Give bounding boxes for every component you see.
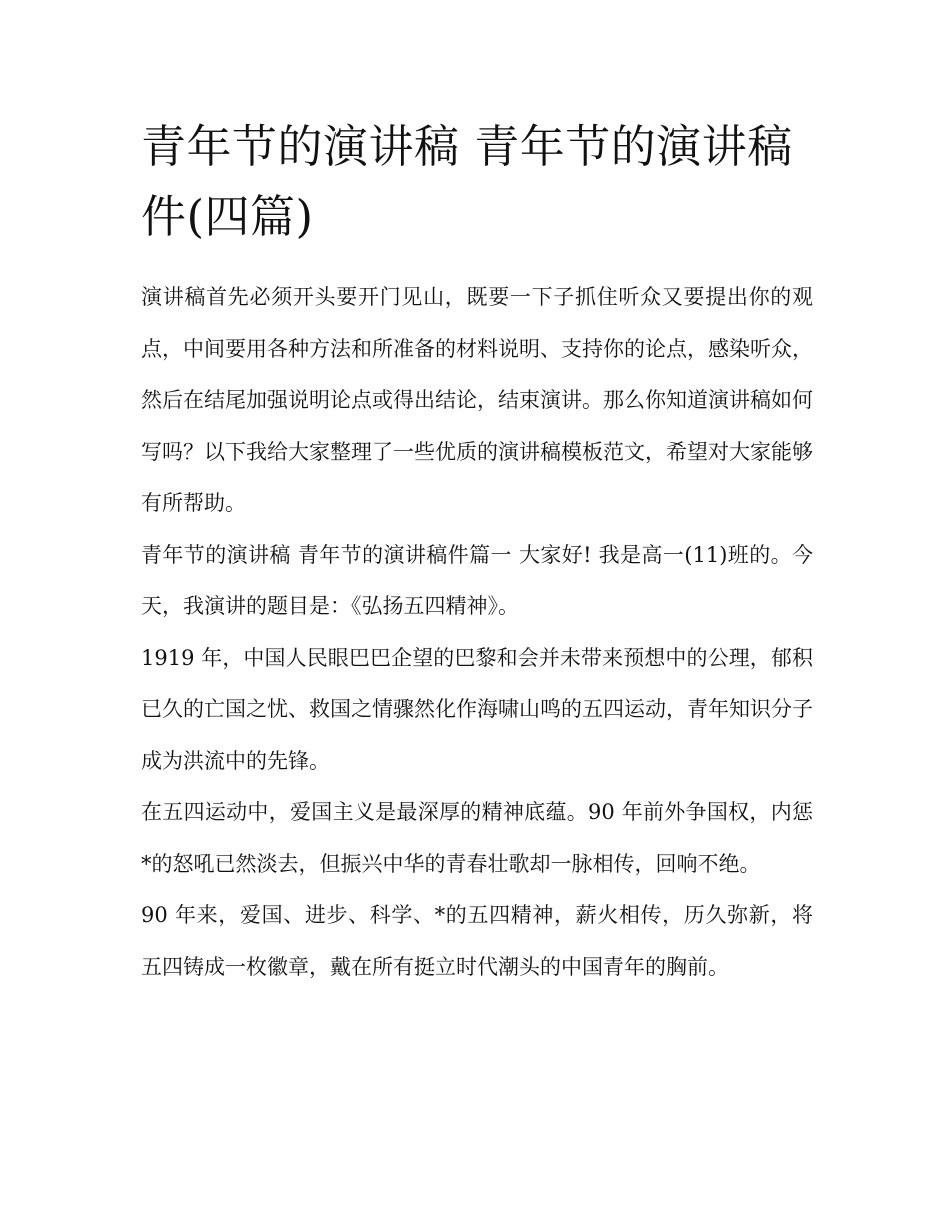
document-body (141, 272, 813, 993)
document-page (141, 112, 813, 993)
patriotism-paragraph: 在五四运动中，爱国主义是最深厚的精神底蕴。90 年前外争国权，内惩*的怒吼已然淡去，但振兴中华的青春壮歌却一脉相传，回响不绝。 (141, 800, 813, 876)
speech-opening-paragraph: 青年节的演讲稿 青年节的演讲稿件篇一 大家好! 我是高一(11)班的。今天，我演讲的题目是：《弘扬五四精神》。 (141, 542, 813, 618)
spirit-paragraph: 90 年来，爱国、进步、科学、*的五四精神，薪火相传，历久弥新，将五四铸成一枚徽章，戴在所有挺立时代潮头的中国青年的胸前。 (141, 903, 813, 979)
intro-paragraph: 演讲稿首先必须开头要开门见山，既要一下子抓住听众又要提出你的观点，中间要用各种方法和所准备的材料说明、支持你的论点，感染听众，然后在结尾加强说明论点或得出结论，结束演讲。那么你知道演讲稿如何写吗？以下我给大家整理了一些优质的演讲稿模板范文，希望对大家能够有所帮助。 (141, 285, 813, 515)
document-title: 青年节的演讲稿 青年节的演讲稿件(四篇) (141, 120, 793, 243)
history-paragraph: 1919 年，中国人民眼巴巴企望的巴黎和会并未带来预想中的公理，郁积已久的亡国之忧、救国之情骤然化作海啸山鸣的五四运动，青年知识分子成为洪流中的先锋。 (141, 645, 813, 773)
